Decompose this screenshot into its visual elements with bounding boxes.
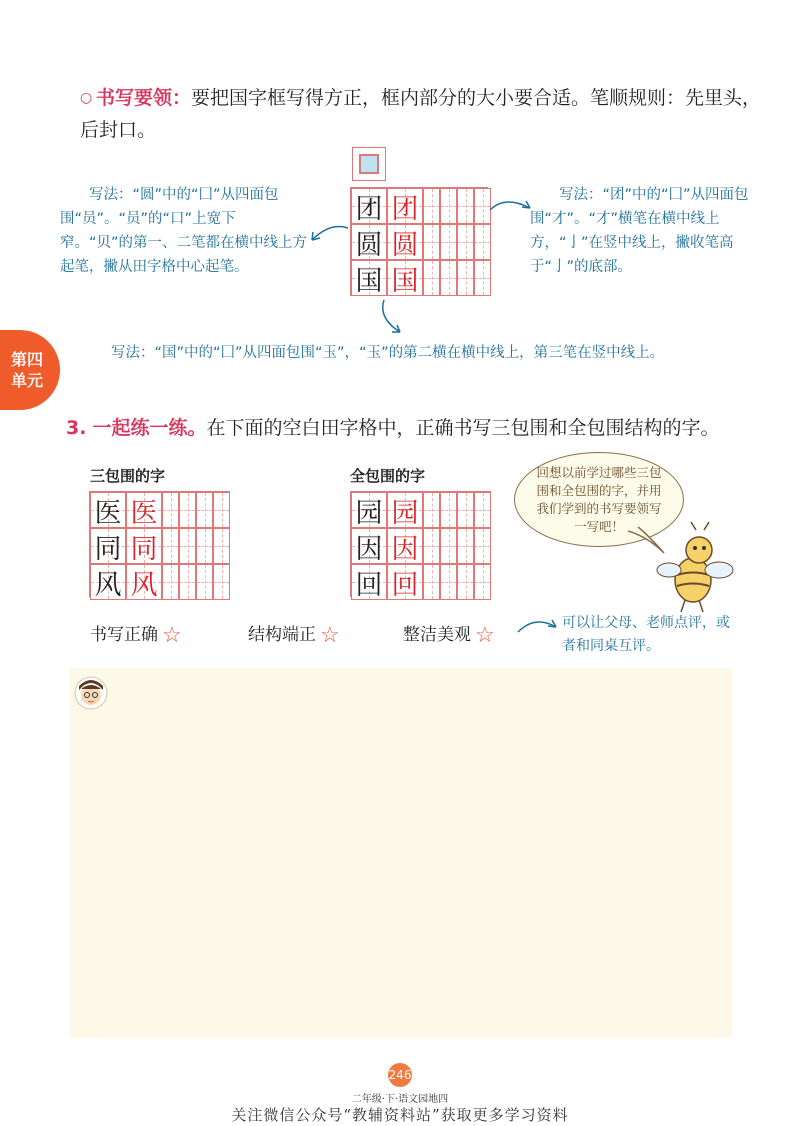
print-char: 回 bbox=[355, 569, 383, 601]
three-side-blank-cell[interactable] bbox=[213, 564, 230, 600]
full-enclosure-trace-cell[interactable] bbox=[387, 492, 423, 528]
criterion-structure bbox=[248, 620, 340, 648]
full-enclosure-print-cell bbox=[351, 564, 387, 600]
print-char: 圆 bbox=[355, 229, 383, 261]
trace-char: 园 bbox=[391, 497, 419, 529]
bee-mascot-icon bbox=[655, 520, 745, 615]
example-print-cell bbox=[351, 260, 387, 296]
three-side-blank-cell[interactable] bbox=[213, 528, 230, 564]
star-icon[interactable]: ☆ bbox=[475, 623, 495, 648]
full-enclosure-blank-cell[interactable] bbox=[423, 528, 440, 564]
full-enclosure-print-cell bbox=[351, 492, 387, 528]
full-enclosure-blank-cell[interactable] bbox=[440, 564, 457, 600]
three-side-blank-cell[interactable] bbox=[162, 564, 179, 600]
print-char: 国 bbox=[355, 265, 383, 297]
writing-tip-label: 书写要领： bbox=[96, 87, 192, 109]
trace-char: 风 bbox=[130, 569, 158, 601]
three-side-blank-cell[interactable] bbox=[179, 564, 196, 600]
full-enclosure-blank-cell[interactable] bbox=[474, 564, 491, 600]
writing-area[interactable] bbox=[70, 668, 732, 1038]
full-enclosure-blank-cell[interactable] bbox=[474, 492, 491, 528]
full-enclosure-blank-cell[interactable] bbox=[457, 564, 474, 600]
print-char: 因 bbox=[355, 533, 383, 565]
bullet-circle-icon: ○ bbox=[80, 90, 93, 106]
criterion-correct bbox=[90, 620, 182, 648]
example-trace-cell[interactable] bbox=[387, 188, 423, 224]
criterion-structure-label: 结构端正 bbox=[248, 625, 316, 645]
three-side-blank-cell[interactable] bbox=[213, 492, 230, 528]
three-side-blank-cell[interactable] bbox=[196, 528, 213, 564]
full-enclosure-trace-cell[interactable] bbox=[387, 564, 423, 600]
three-side-title: 三包围的字 bbox=[90, 467, 166, 485]
example-trace-cell[interactable] bbox=[387, 260, 423, 296]
trace-char: 回 bbox=[391, 569, 419, 601]
full-enclosure-blank-cell[interactable] bbox=[474, 528, 491, 564]
footer-promo: 关注微信公众号“教辅资料站”获取更多学习资料 bbox=[231, 1106, 569, 1124]
criterion-neat bbox=[403, 620, 495, 648]
note-left: 写法：“圆”中的“囗”从四面包围“员”。“员”的“口”上宽下窄。“贝”的第一、二笔都在横中线上方起笔，撇从田字格中心起笔。 bbox=[60, 187, 308, 275]
three-side-blank-cell[interactable] bbox=[162, 528, 179, 564]
three-side-row bbox=[90, 564, 230, 600]
example-trace-cell[interactable] bbox=[387, 224, 423, 260]
full-enclosure-blank-cell[interactable] bbox=[457, 492, 474, 528]
three-side-row bbox=[90, 528, 230, 564]
star-icon[interactable]: ☆ bbox=[162, 623, 182, 648]
full-enclosure-row bbox=[351, 528, 491, 564]
speech-bubble-text: 回想以前学过哪些三包围和全包围的字，并用我们学到的书写要领写一写吧！ bbox=[536, 464, 662, 534]
three-side-print-cell bbox=[90, 564, 126, 600]
criterion-correct-label: 书写正确 bbox=[90, 625, 158, 645]
note-bottom: 写法：“国”中的“囗”从四面包围“玉”，“玉”的第二横在横中线上，第三笔在竖中线上。 bbox=[111, 345, 665, 361]
three-side-blank-cell[interactable] bbox=[179, 492, 196, 528]
criterion-neat-label: 整洁美观 bbox=[403, 625, 471, 645]
example-print-cell bbox=[351, 188, 387, 224]
full-enclosure-trace-cell[interactable] bbox=[387, 528, 423, 564]
print-char: 医 bbox=[94, 497, 122, 529]
page-number: 246 bbox=[388, 1063, 412, 1087]
three-side-blank-cell[interactable] bbox=[179, 528, 196, 564]
writing-tip-text: 要把国字框写得方正，框内部分的大小要合适。笔顺规则：先里头，后封口。 bbox=[80, 87, 762, 141]
task-number: 3. bbox=[66, 417, 87, 439]
three-side-print-cell bbox=[90, 492, 126, 528]
three-side-trace-cell[interactable] bbox=[126, 492, 162, 528]
task-text: 在下面的空白田字格中，正确书写三包围和全包围结构的字。 bbox=[206, 417, 720, 439]
task-heading bbox=[66, 413, 756, 443]
three-side-blank-cell[interactable] bbox=[162, 492, 179, 528]
full-enclosure-blank-cell[interactable] bbox=[440, 528, 457, 564]
three-side-row bbox=[90, 492, 230, 528]
trace-char: 因 bbox=[391, 533, 419, 565]
note-right: 写法：“团”中的“囗”从四面包围“才”。“才”横笔在横中线上方，“亅”在竖中线上，撇收笔高于“亅”的底部。 bbox=[530, 187, 749, 275]
unit-tab-label: 第四单元 bbox=[10, 350, 43, 390]
full-enclosure-blank-cell[interactable] bbox=[423, 492, 440, 528]
three-side-trace-cell[interactable] bbox=[126, 564, 162, 600]
footer-grade: 二年级·下·语文园地四 bbox=[351, 1094, 449, 1105]
full-enclosure-print-cell bbox=[351, 528, 387, 564]
star-icon[interactable]: ☆ bbox=[320, 623, 340, 648]
trace-char: 医 bbox=[130, 497, 158, 529]
full-enclosure-row bbox=[351, 564, 491, 600]
three-side-trace-cell[interactable] bbox=[126, 528, 162, 564]
trace-char: 圆 bbox=[391, 229, 419, 261]
review-note: 可以让父母、老师点评，或者和同桌互评。 bbox=[562, 615, 730, 654]
trace-char: 团 bbox=[391, 193, 419, 225]
three-side-blank-cell[interactable] bbox=[196, 564, 213, 600]
three-side-blank-cell[interactable] bbox=[196, 492, 213, 528]
full-enclosure-blank-cell[interactable] bbox=[440, 492, 457, 528]
print-char: 园 bbox=[355, 497, 383, 529]
arrow-right-curve bbox=[490, 202, 530, 210]
example-print-cell bbox=[351, 224, 387, 260]
bubble-tail bbox=[628, 525, 668, 555]
trace-char: 国 bbox=[391, 265, 419, 297]
print-char: 同 bbox=[94, 533, 122, 565]
full-enclosure-title: 全包围的字 bbox=[350, 467, 426, 485]
trace-char: 同 bbox=[130, 533, 158, 565]
student-avatar bbox=[74, 676, 108, 710]
three-side-print-cell bbox=[90, 528, 126, 564]
print-char: 风 bbox=[94, 569, 122, 601]
task-label: 一起练一练。 bbox=[92, 417, 207, 439]
print-char: 团 bbox=[355, 193, 383, 225]
full-enclosure-blank-cell[interactable] bbox=[423, 564, 440, 600]
full-enclosure-row bbox=[351, 492, 491, 528]
full-enclosure-blank-cell[interactable] bbox=[457, 528, 474, 564]
